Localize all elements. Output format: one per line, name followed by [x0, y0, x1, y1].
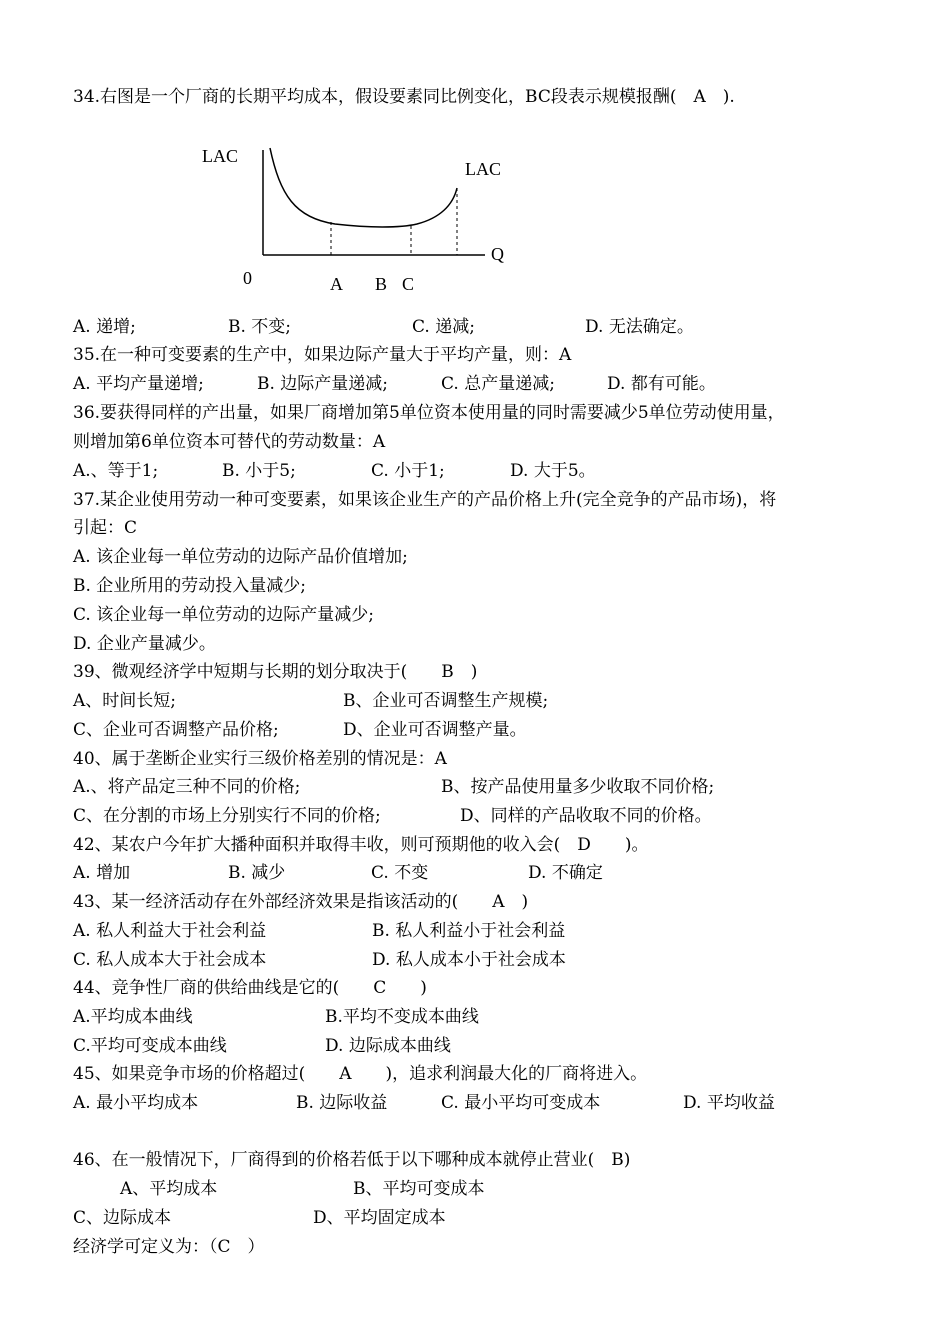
- graph-point-c: C: [402, 274, 415, 294]
- q35-option-c: C. 总产量递减;: [441, 374, 555, 394]
- q43-option-a: A. 私人利益大于社会利益: [73, 921, 267, 941]
- q42-option-b: B. 减少: [228, 863, 286, 883]
- q44-stem: 44、竞争性厂商的供给曲线是它的( C ): [73, 978, 427, 998]
- q34-option-d: D. 无法确定。: [585, 317, 694, 337]
- q35-option-a: A. 平均产量递增;: [73, 374, 204, 394]
- q37-option-c: C. 该企业每一单位劳动的边际产量减少;: [73, 605, 374, 625]
- q35-option-b: B. 边际产量递减;: [257, 374, 389, 394]
- q39-option-a: A、时间长短;: [73, 691, 177, 711]
- q46-stem: 46、在一般情况下，厂商得到的价格若低于以下哪种成本就停止营业( B): [73, 1150, 631, 1170]
- graph-x-label: Q: [491, 244, 504, 264]
- q46-option-a: A、平均成本: [120, 1179, 218, 1199]
- q42-option-a: A. 增加: [73, 863, 131, 883]
- q45-option-d: D. 平均收益: [683, 1093, 775, 1113]
- q45-option-b: B. 边际收益: [296, 1093, 388, 1113]
- q45-option-c: C. 最小平均可变成本: [441, 1093, 601, 1113]
- lac-graph: [195, 140, 525, 300]
- q34-option-b: B. 不变;: [228, 317, 292, 337]
- q40-option-a: A.、将产品定三种不同的价格;: [73, 777, 301, 797]
- q39-option-b: B、企业可否调整生产规模;: [343, 691, 549, 711]
- q34-option-a: A. 递增;: [73, 317, 136, 337]
- q35-option-d: D. 都有可能。: [607, 374, 716, 394]
- q45-option-a: A. 最小平均成本: [73, 1093, 199, 1113]
- q37-stem-line1: 37.某企业使用劳动一种可变要素，如果该企业生产的产品价格上升(完全竞争的产品市场)，将: [73, 490, 777, 510]
- q46-option-b: B、平均可变成本: [353, 1179, 485, 1199]
- q37-stem-line2: 引起：C: [73, 518, 138, 538]
- q42-option-d: D. 不确定: [528, 863, 603, 883]
- q40-option-d: D、同样的产品收取不同的价格。: [460, 806, 712, 826]
- graph-point-b: B: [375, 274, 388, 294]
- q46-option-d: D、平均固定成本: [313, 1208, 446, 1228]
- q36-option-c: C. 小于1;: [371, 461, 445, 481]
- lac-curve: [270, 148, 457, 227]
- graph-point-a: A: [330, 274, 343, 294]
- q40-option-c: C、在分割的市场上分别实行不同的价格;: [73, 806, 381, 826]
- q44-option-a: A.平均成本曲线: [73, 1007, 193, 1027]
- q37-option-d: D. 企业产量减少。: [73, 634, 216, 654]
- q47-stem: 经济学可定义为：（C ）: [73, 1237, 265, 1257]
- q43-option-c: C. 私人成本大于社会成本: [73, 950, 267, 970]
- q37-option-b: B. 企业所用的劳动投入量减少;: [73, 576, 307, 596]
- q36-option-a: A.、等于1;: [73, 461, 159, 481]
- q40-stem: 40、属于垄断企业实行三级价格差别的情况是：A: [73, 749, 447, 769]
- q45-stem: 45、如果竞争市场的价格超过( A )，追求利润最大化的厂商将进入。: [73, 1064, 648, 1084]
- q34-option-c: C. 递减;: [412, 317, 475, 337]
- q39-option-d: D、企业可否调整产量。: [343, 720, 527, 740]
- q37-option-a: A. 该企业每一单位劳动的边际产品价值增加;: [73, 547, 408, 567]
- q44-option-b: B.平均不变成本曲线: [325, 1007, 479, 1027]
- graph-curve-label: LAC: [465, 159, 501, 179]
- q39-option-c: C、企业可否调整产品价格;: [73, 720, 279, 740]
- q36-option-b: B. 小于5;: [222, 461, 296, 481]
- graph-y-label: LAC: [202, 146, 238, 166]
- q36-option-d: D. 大于5。: [510, 461, 596, 481]
- q42-stem: 42、某农户今年扩大播种面积并取得丰收，则可预期他的收入会( D )。: [73, 835, 649, 855]
- q34-stem: 34.右图是一个厂商的长期平均成本，假设要素同比例变化，BC段表示规模报酬( A ).: [73, 87, 735, 107]
- q36-stem-line1: 36.要获得同样的产出量，如果厂商增加第5单位资本使用量的同时需要减少5单位劳动使用量，: [73, 403, 785, 423]
- q40-option-b: B、按产品使用量多少收取不同价格;: [441, 777, 715, 797]
- q43-stem: 43、某一经济活动存在外部经济效果是指该活动的( A ): [73, 892, 529, 912]
- graph-origin-label: 0: [243, 268, 252, 288]
- q44-option-c: C.平均可变成本曲线: [73, 1036, 227, 1056]
- q46-option-c: C、边际成本: [73, 1208, 172, 1228]
- q42-option-c: C. 不变: [371, 863, 429, 883]
- q35-stem: 35.在一种可变要素的生产中，如果边际产量大于平均产量，则：A: [73, 345, 572, 365]
- q43-option-d: D. 私人成本小于社会成本: [372, 950, 566, 970]
- q39-stem: 39、微观经济学中短期与长期的划分取决于( B ): [73, 662, 478, 682]
- q44-option-d: D. 边际成本曲线: [325, 1036, 451, 1056]
- q43-option-b: B. 私人利益小于社会利益: [372, 921, 566, 941]
- q36-stem-line2: 则增加第6单位资本可替代的劳动数量：A: [73, 432, 386, 452]
